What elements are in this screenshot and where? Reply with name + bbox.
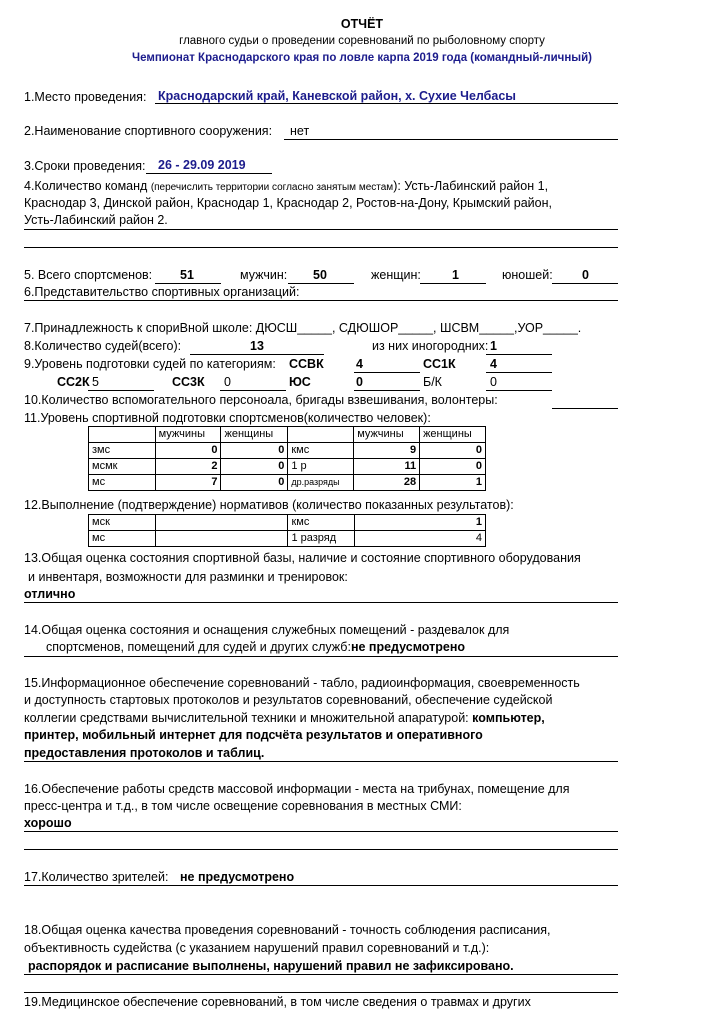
spectators-value: не предусмотрено (180, 870, 295, 884)
youth-label: юношей: (502, 268, 553, 282)
media-line2: пресс-центра и т.д., в том числе освещение соревнования в местных СМИ: (24, 799, 462, 813)
staff-label: 10.Количество вспомогательного персоноала, бригады взвешивания, волонтеры: (24, 393, 498, 407)
info-line3 (24, 710, 545, 726)
table-cell: 28 (354, 475, 420, 491)
table-header-cell: мужчины (155, 427, 221, 443)
quality-line2: объективность судейства (с указанием нарушений правил соревнований и т.д.): (24, 941, 490, 955)
ss1k-label: СС1К (423, 357, 456, 371)
table-row (89, 515, 486, 531)
table-cell: 0 (420, 443, 486, 459)
table-row (89, 531, 486, 547)
table-cell (155, 515, 288, 531)
judges-total-label: 8.Количество судей(всего): (24, 339, 182, 353)
athlete-levels-label: 11.Уровень спортивной подготовки спортсменов(количество человек): (24, 411, 431, 425)
ss3k-label: СС3К (172, 375, 205, 389)
ss2k-value: 5 (92, 375, 99, 389)
table-row (89, 475, 486, 491)
rooms-value: не предусмотрено (350, 640, 466, 654)
media-line1: 16.Обеспечение работы средств массовой информации - места на трибунах, помещение для (24, 782, 570, 796)
judges-total-underline (190, 354, 324, 355)
info-line3-text: коллегии средствами вычислительной техники и множительной апаратурой: (24, 711, 469, 725)
ss3k-value: 0 (224, 375, 231, 389)
table-cell: 1 разряд (288, 531, 355, 547)
table-cell: 1 (420, 475, 486, 491)
teams-label (24, 178, 548, 196)
quality-line1: 18.Общая оценка качества проведения соревнований - точность соблюдения расписания, (24, 923, 551, 937)
facility-value: нет (290, 124, 310, 138)
rooms-line1: 14.Общая оценка состояния и оснащения служебных помещений - раздевалок для (24, 623, 510, 637)
dates-underline (146, 173, 272, 174)
table-cell (155, 531, 288, 547)
ssvk-label: ССВК (289, 357, 324, 371)
ssvk-value: 4 (356, 357, 363, 371)
teams-label-main: 4.Количество команд (24, 179, 148, 193)
report-subtitle: главного судьи о проведении соревнований по рыболовному спорту (179, 35, 545, 47)
info-value1: компьютер, (472, 711, 545, 725)
table-cell: др.разряды (288, 475, 354, 491)
athletes-total-value: 51 (180, 268, 194, 282)
report-title: ОТЧЁТ (340, 17, 384, 31)
rooms-line2 (24, 639, 465, 655)
table-cell: 2 (155, 459, 221, 475)
women-underline (420, 283, 486, 284)
media-value: хорошо (24, 816, 72, 830)
teams-line2: Краснодар 3, Динской район, Краснодар 1, Краснодар 2, Ростов-на-Дону, Крымский район, (24, 196, 552, 210)
sport-school-label: 7.Принадлежность к спориВной школе: ДЮСШ_____, СДЮШОР_____, ШСВМ_____,УОР_____. (24, 321, 582, 335)
bk-underline (486, 390, 552, 391)
teams-underline-2 (24, 247, 618, 248)
quality-underline (24, 974, 618, 975)
info-line2: и доступность стартовых протоколов и результатов соревнований, обеспечение судейской (24, 693, 553, 707)
women-label: женщин: (371, 268, 421, 282)
info-value2: принтер, мобильный интернет для подсчёта результатов и оперативного (24, 728, 483, 742)
yus-underline (354, 390, 420, 391)
ss1k-value: 4 (490, 357, 497, 371)
venue-label: 1.Место проведения: (24, 90, 147, 104)
standards-table (88, 514, 486, 547)
table-cell: 0 (221, 475, 288, 491)
info-value3: предоставления протоколов и таблиц. (24, 746, 265, 760)
bk-value: 0 (490, 375, 497, 389)
teams-line3: Усть-Лабинский район 2. (24, 213, 168, 227)
media-underline-1 (24, 831, 618, 832)
bk-label: Б/К (423, 375, 442, 389)
info-line1: 15.Информационное обеспечение соревнований - табло, радиоинформация, своевременность (24, 676, 580, 690)
men-value: 50 (313, 268, 327, 282)
judges-out-value: 1 (490, 339, 497, 353)
venue-value: Краснодарский край, Каневской район, х. Сухие Челбасы (158, 89, 516, 103)
sport-base-line1: 13.Общая оценка состояния спортивной базы, наличие и состояние спортивного оборудования (24, 551, 581, 565)
sport-base-line2: и инвентаря, возможности для разминки и тренировок: (28, 570, 348, 584)
facility-label: 2.Наименование спортивного сооружения: (24, 124, 273, 138)
table-cell: мск (89, 515, 156, 531)
spectators-underline (24, 885, 618, 886)
quality-value: распорядок и расписание выполнены, нарушений правил не зафиксировано. (28, 959, 514, 973)
info-underline (24, 761, 618, 762)
staff-underline (552, 408, 618, 409)
sport-base-value: отлично (24, 587, 76, 601)
teams-label-note: (перечислить территории согласно занятым местам (150, 182, 394, 193)
table-header-cell: мужчины (354, 427, 420, 443)
men-label: мужчин: (240, 268, 288, 282)
table-header-cell: женщины (221, 427, 288, 443)
table-cell (89, 427, 156, 443)
ssvk-underline (354, 372, 420, 373)
table-row (89, 459, 486, 475)
yus-label: ЮС (289, 375, 311, 389)
table-cell: 0 (155, 443, 221, 459)
table-cell: 11 (354, 459, 420, 475)
event-name: Чемпионат Краснодарского края по ловле карпа 2019 года (командный-личный) (132, 52, 592, 64)
table-cell: мс (89, 531, 156, 547)
table-cell: кмс (288, 515, 355, 531)
ss2k-underline (88, 390, 154, 391)
teams-underline-1 (24, 229, 618, 230)
standards-label: 12.Выполнение (подтверждение) нормативов (количество показанных результатов): (24, 498, 514, 512)
medical-line1: 19.Медицинское обеспечение соревнований, в том числе сведения о травмах и других (24, 995, 531, 1009)
table-cell: 1 (355, 515, 486, 531)
judges-total-value: 13 (250, 339, 264, 353)
ss3k-underline (220, 390, 286, 391)
athlete-levels-table (88, 426, 486, 491)
table-cell: 7 (155, 475, 221, 491)
rooms-line2-text: спортсменов, помещений для судей и других служб: (46, 640, 351, 654)
teams-label-end: ): Усть-Лабинский район 1, (393, 179, 549, 193)
judge-categories-label: 9.Уровень подготовки судей по категориям: (24, 357, 276, 371)
table-cell: 1 р (288, 459, 354, 475)
rooms-underline (24, 656, 618, 657)
table-cell: мсмк (89, 459, 156, 475)
table-cell: 4 (355, 531, 486, 547)
table-cell: 9 (354, 443, 420, 459)
facility-underline (284, 139, 618, 140)
athletes-total-label: 5. Всего спортсменов: (24, 268, 153, 282)
table-cell: мс (89, 475, 156, 491)
table-row (89, 443, 486, 459)
table-cell (288, 427, 354, 443)
table-cell: 0 (221, 459, 288, 475)
yus-value: 0 (356, 375, 363, 389)
ss1k-underline (486, 372, 552, 373)
spectators-label: 17.Количество зрителей: (24, 870, 169, 884)
youth-underline (552, 283, 618, 284)
judges-out-label: из них иногородних: (372, 339, 489, 353)
sport-base-underline (24, 602, 618, 603)
table-header-row (89, 427, 486, 443)
table-cell: 0 (420, 459, 486, 475)
table-header-cell: женщины (420, 427, 486, 443)
youth-value: 0 (582, 268, 589, 282)
venue-underline (155, 103, 618, 104)
dates-label: 3.Сроки проведения: (24, 159, 146, 173)
table-cell: 0 (221, 443, 288, 459)
ss2k-label: СС2К (57, 375, 90, 389)
medical-top-line (24, 992, 618, 993)
table-cell: кмс (288, 443, 354, 459)
table-cell: змс (89, 443, 156, 459)
organizations-underline (24, 300, 618, 301)
judges-out-underline (486, 354, 552, 355)
dates-value: 26 - 29.09 2019 (158, 158, 246, 172)
women-value: 1 (452, 268, 459, 282)
organizations-label: 6.Представительство спортивных организаций: (24, 285, 300, 299)
media-underline-2 (24, 849, 618, 850)
